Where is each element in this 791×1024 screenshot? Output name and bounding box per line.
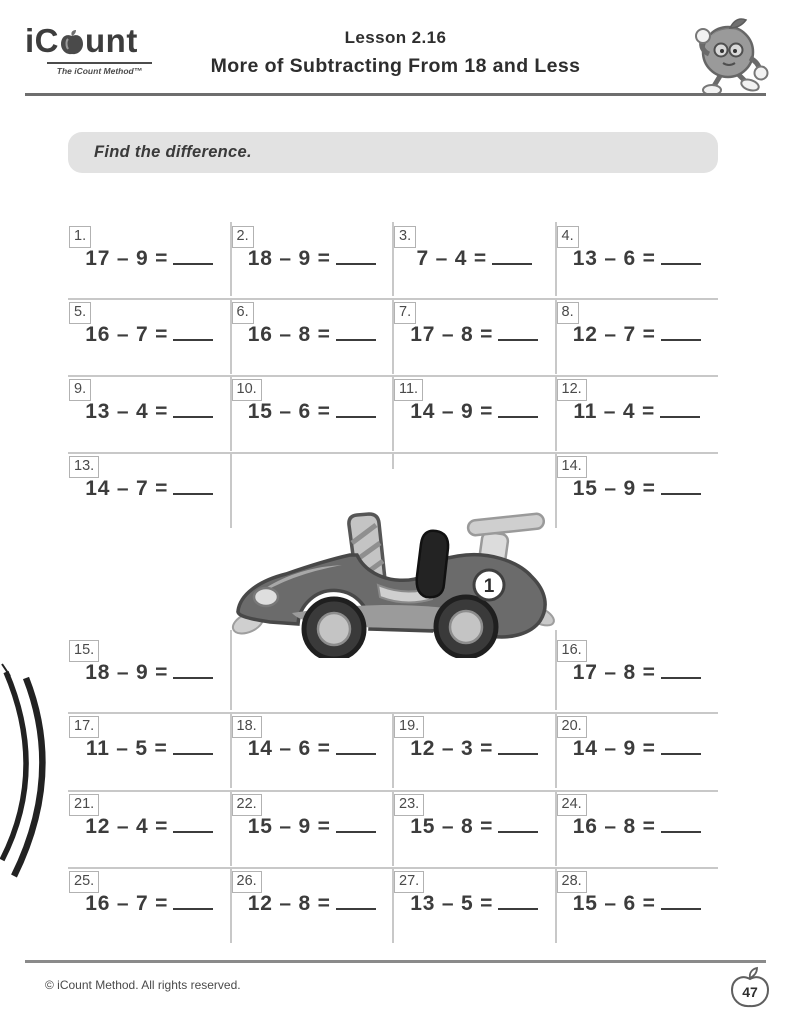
copyright-text: © iCount Method. All rights reserved. bbox=[45, 978, 241, 992]
equation-expression: 14 – 7 = bbox=[85, 477, 169, 500]
equation-expression: 17 – 8 = bbox=[410, 323, 494, 346]
answer-blank[interactable] bbox=[336, 325, 376, 341]
equation-expression: 14 – 6 = bbox=[247, 737, 331, 760]
equation-text bbox=[556, 892, 719, 916]
problem-number: 20. bbox=[557, 716, 587, 738]
problem-number: 13. bbox=[69, 456, 99, 478]
problem-cell bbox=[68, 636, 231, 710]
answer-blank[interactable] bbox=[661, 479, 701, 495]
equation-text bbox=[556, 737, 719, 761]
logo-text-right: unt bbox=[85, 22, 138, 59]
problem-number: 23. bbox=[394, 794, 424, 816]
problem-number: 4. bbox=[557, 226, 579, 248]
problem-cell bbox=[393, 375, 556, 449]
answer-blank[interactable] bbox=[492, 249, 532, 265]
equation-expression: 11 – 5 = bbox=[85, 737, 168, 760]
equation-text bbox=[556, 477, 719, 501]
equation-text bbox=[231, 737, 394, 761]
problem-cell bbox=[231, 790, 394, 864]
problem-cell bbox=[68, 867, 231, 941]
equation-text bbox=[68, 247, 231, 271]
problem-cell bbox=[231, 375, 394, 449]
equation-expression: 17 – 9 = bbox=[85, 247, 169, 270]
answer-blank[interactable] bbox=[661, 894, 701, 910]
equation-text bbox=[556, 247, 719, 271]
equation-text bbox=[231, 400, 394, 424]
mascot-apple-character bbox=[676, 10, 776, 98]
equation-expression: 15 – 9 = bbox=[247, 815, 331, 838]
problem-number: 28. bbox=[557, 871, 587, 893]
problem-cell bbox=[231, 867, 394, 941]
problem-cell bbox=[68, 712, 231, 786]
problem-number: 14. bbox=[557, 456, 587, 478]
problem-number: 6. bbox=[232, 302, 254, 324]
race-car-illustration bbox=[230, 503, 560, 658]
answer-blank[interactable] bbox=[173, 402, 213, 418]
problem-number: 5. bbox=[69, 302, 91, 324]
answer-blank[interactable] bbox=[498, 402, 538, 418]
header-divider bbox=[25, 93, 766, 96]
equation-expression: 17 – 8 = bbox=[572, 661, 656, 684]
problem-cell bbox=[231, 712, 394, 786]
answer-blank[interactable] bbox=[336, 739, 376, 755]
page-titles bbox=[0, 28, 791, 78]
answer-blank[interactable] bbox=[498, 817, 538, 833]
equation-expression: 13 – 6 = bbox=[572, 247, 656, 270]
problem-cell bbox=[556, 636, 719, 710]
problem-number: 9. bbox=[69, 379, 91, 401]
problem-cell bbox=[231, 298, 394, 372]
answer-blank[interactable] bbox=[173, 739, 213, 755]
problem-cell bbox=[393, 867, 556, 941]
page-number: 47 bbox=[742, 984, 758, 1000]
equation-text bbox=[68, 661, 231, 685]
equation-text bbox=[393, 400, 556, 424]
equation-expression: 18 – 9 = bbox=[85, 661, 169, 684]
problem-number: 10. bbox=[232, 379, 262, 401]
decorative-arcs bbox=[0, 652, 70, 887]
problem-number: 12. bbox=[557, 379, 587, 401]
problem-cell bbox=[556, 222, 719, 296]
equation-text bbox=[556, 400, 719, 424]
problem-number: 17. bbox=[69, 716, 99, 738]
problem-cell bbox=[556, 452, 719, 526]
answer-blank[interactable] bbox=[173, 325, 213, 341]
problem-number: 15. bbox=[69, 640, 99, 662]
equation-text bbox=[68, 323, 231, 347]
problem-cell bbox=[393, 298, 556, 372]
answer-blank[interactable] bbox=[661, 739, 701, 755]
answer-blank[interactable] bbox=[173, 817, 213, 833]
problem-cell bbox=[68, 222, 231, 296]
equation-expression: 14 – 9 = bbox=[410, 400, 494, 423]
equation-text bbox=[231, 247, 394, 271]
problem-number: 25. bbox=[69, 871, 99, 893]
instruction-bar bbox=[68, 132, 718, 173]
equation-expression: 12 – 8 = bbox=[247, 892, 331, 915]
equation-text bbox=[393, 247, 556, 271]
page-number-apple bbox=[727, 966, 773, 1010]
equation-text bbox=[231, 815, 394, 839]
problem-cell bbox=[68, 298, 231, 372]
car-race-number: 1 bbox=[483, 576, 495, 597]
equation-text bbox=[393, 815, 556, 839]
problem-number: 8. bbox=[557, 302, 579, 324]
equation-text bbox=[556, 815, 719, 839]
problem-number: 24. bbox=[557, 794, 587, 816]
answer-blank[interactable] bbox=[336, 249, 376, 265]
problem-cell bbox=[231, 222, 394, 296]
equation-text bbox=[231, 892, 394, 916]
lesson-number: Lesson 2.16 bbox=[344, 28, 447, 47]
problem-number: 2. bbox=[232, 226, 254, 248]
problem-number: 22. bbox=[232, 794, 262, 816]
equation-text bbox=[393, 323, 556, 347]
equation-text bbox=[68, 737, 231, 761]
problem-number: 18. bbox=[232, 716, 262, 738]
equation-expression: 16 – 7 = bbox=[85, 323, 169, 346]
equation-expression: 7 – 4 = bbox=[416, 247, 487, 270]
logo-text-left: iC bbox=[25, 22, 59, 59]
answer-blank[interactable] bbox=[498, 894, 538, 910]
equation-expression: 18 – 9 = bbox=[247, 247, 331, 270]
answer-blank[interactable] bbox=[173, 479, 213, 495]
problem-number: 26. bbox=[232, 871, 262, 893]
equation-text bbox=[556, 661, 719, 685]
problem-cell bbox=[556, 712, 719, 786]
problem-cell bbox=[68, 790, 231, 864]
equation-expression: 15 – 6 = bbox=[247, 400, 331, 423]
equation-text bbox=[556, 323, 719, 347]
column-divider bbox=[392, 454, 394, 469]
problem-cell bbox=[393, 222, 556, 296]
equation-expression: 15 – 8 = bbox=[410, 815, 494, 838]
equation-expression: 13 – 5 = bbox=[410, 892, 494, 915]
problem-cell bbox=[393, 790, 556, 864]
problem-number: 21. bbox=[69, 794, 99, 816]
problem-cell bbox=[556, 867, 719, 941]
equation-expression: 12 – 4 = bbox=[85, 815, 169, 838]
answer-blank[interactable] bbox=[173, 663, 213, 679]
instruction-text: Find the difference. bbox=[94, 143, 252, 161]
answer-blank[interactable] bbox=[498, 739, 538, 755]
answer-blank[interactable] bbox=[661, 663, 701, 679]
equation-expression: 15 – 6 = bbox=[572, 892, 656, 915]
equation-text bbox=[393, 892, 556, 916]
equation-expression: 16 – 8 = bbox=[247, 323, 331, 346]
answer-blank[interactable] bbox=[661, 817, 701, 833]
answer-blank[interactable] bbox=[336, 817, 376, 833]
problem-number: 7. bbox=[394, 302, 416, 324]
problem-cell bbox=[393, 712, 556, 786]
equation-text bbox=[68, 815, 231, 839]
problem-number: 11. bbox=[394, 379, 423, 401]
equation-expression: 14 – 9 = bbox=[572, 737, 656, 760]
page-title: More of Subtracting From 18 and Less bbox=[210, 55, 581, 77]
problem-cell bbox=[556, 790, 719, 864]
equation-expression: 12 – 7 = bbox=[572, 323, 656, 346]
problem-cell bbox=[556, 298, 719, 372]
problem-cell bbox=[68, 375, 231, 449]
equation-text bbox=[393, 737, 556, 761]
equation-expression: 11 – 4 = bbox=[573, 400, 656, 423]
problem-cell bbox=[556, 375, 719, 449]
equation-text bbox=[68, 477, 231, 501]
answer-blank[interactable] bbox=[336, 402, 376, 418]
equation-expression: 16 – 8 = bbox=[572, 815, 656, 838]
equation-text bbox=[68, 400, 231, 424]
equation-expression: 13 – 4 = bbox=[85, 400, 169, 423]
equation-text bbox=[231, 323, 394, 347]
answer-blank[interactable] bbox=[173, 894, 213, 910]
equation-expression: 15 – 9 = bbox=[572, 477, 656, 500]
problem-number: 27. bbox=[394, 871, 424, 893]
answer-blank[interactable] bbox=[660, 402, 700, 418]
equation-expression: 16 – 7 = bbox=[85, 892, 169, 915]
problem-number: 19. bbox=[394, 716, 424, 738]
answer-blank[interactable] bbox=[336, 894, 376, 910]
problem-number: 1. bbox=[69, 226, 91, 248]
logo-tagline: The iCount Method™ bbox=[47, 62, 152, 76]
footer-divider bbox=[25, 960, 766, 963]
answer-blank[interactable] bbox=[498, 325, 538, 341]
answer-blank[interactable] bbox=[661, 325, 701, 341]
equation-text bbox=[68, 892, 231, 916]
problem-number: 3. bbox=[394, 226, 416, 248]
answer-blank[interactable] bbox=[173, 249, 213, 265]
equation-expression: 12 – 3 = bbox=[410, 737, 494, 760]
answer-blank[interactable] bbox=[661, 249, 701, 265]
problem-cell bbox=[68, 452, 231, 526]
problem-number: 16. bbox=[557, 640, 587, 662]
